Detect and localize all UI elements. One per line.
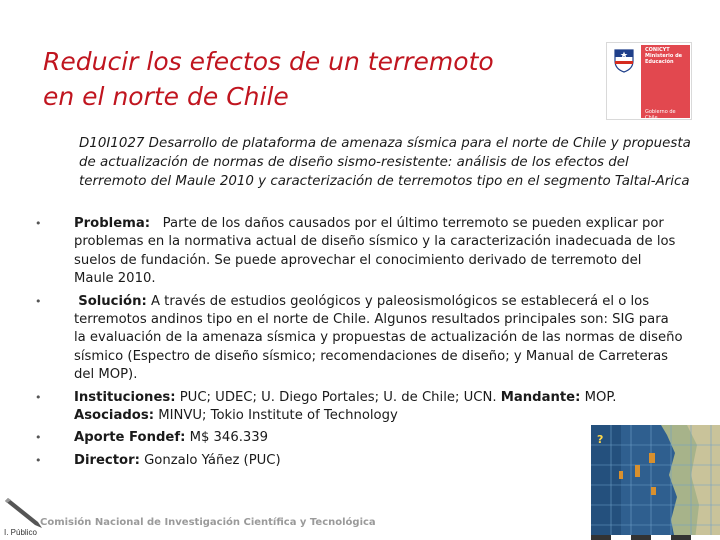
problema-text: Parte de los daños causados por el último terremoto se pueden explicar por problemas en la normativa actual de diseño sísmico y la caracterización inadecuada de los suelos de fundación. Se puede aprovechar el conocimiento derivado de terremoto del Maule 2010. — [74, 216, 676, 287]
map-question-mark: ? — [597, 433, 604, 446]
bullet-aporte — [0, 429, 684, 447]
bullet-director — [0, 452, 684, 470]
title-line-2: en el norte de Chile — [43, 82, 289, 111]
director-label: Director: — [74, 452, 140, 468]
bullet-solucion — [0, 293, 684, 385]
asociados-text: MINVU; Tokio Institute of Technology — [158, 408, 398, 424]
bullet-dot-icon: • — [35, 390, 42, 404]
footer-institution: Comisión Nacional de Investigación Científica y Tecnológica — [40, 517, 376, 528]
bullet-problema — [0, 215, 684, 289]
bullet-dot-icon: • — [35, 453, 42, 467]
asociados-label: Asociados: — [74, 408, 154, 424]
chile-coat-of-arms-icon — [613, 47, 635, 73]
logo-text: CONICYT Ministerio de Educación — [645, 47, 683, 65]
slide-title — [43, 44, 583, 114]
bullet-instituciones — [0, 389, 684, 426]
bullet-dot-icon: • — [35, 294, 42, 308]
instituciones-label: Instituciones: — [74, 389, 176, 405]
mandante-text: MOP. — [584, 389, 617, 405]
project-title: Desarrollo de plataforma de amenaza sísmica para el norte de Chile y propuesta de actualización de normas de diseño sismo-resistente: análisis de los efectos del terremoto del Maule 2010 y caracterización de terremotos tipo en el segmento Taltal-Arica — [79, 136, 691, 189]
logo-gobierno-text: Gobierno de Chile — [645, 109, 676, 121]
instituciones-text: PUC; UDEC; U. Diego Portales; U. de Chile; UCN. — [179, 389, 497, 405]
problema-label: Problema: — [74, 216, 151, 231]
aporte-label: Aporte Fondef: — [74, 430, 186, 446]
solucion-text: A través de estudios geológicos y paleosismológicos se establecerá el o los terremotos andinos tipo en el norte de Chile. Algunos resultados principales son: SIG para la evaluación de la amenaza sísmica y propuestas de actualización de las normas de diseño sísmico (Espectro de diseño sísmico; recomendaciones de diseño; y Manual de Carreteras del MOP). — [74, 293, 683, 383]
project-description — [79, 134, 691, 191]
project-code: D10I1027 — [79, 136, 145, 151]
director-text: Gonzalo Yáñez (PUC) — [144, 452, 281, 468]
seismic-map-image — [591, 425, 720, 540]
mandante-label: Mandante: — [500, 389, 581, 405]
bullet-dot-icon: • — [35, 431, 42, 445]
conicyt-logo — [606, 42, 692, 120]
title-line-1: Reducir los efectos de un terremoto — [43, 47, 494, 76]
classification-label: I. Público — [4, 528, 37, 537]
aporte-text: M$ 346.339 — [189, 430, 269, 446]
bullet-dot-icon: • — [35, 217, 42, 230]
solucion-label: Solución: — [78, 293, 147, 309]
